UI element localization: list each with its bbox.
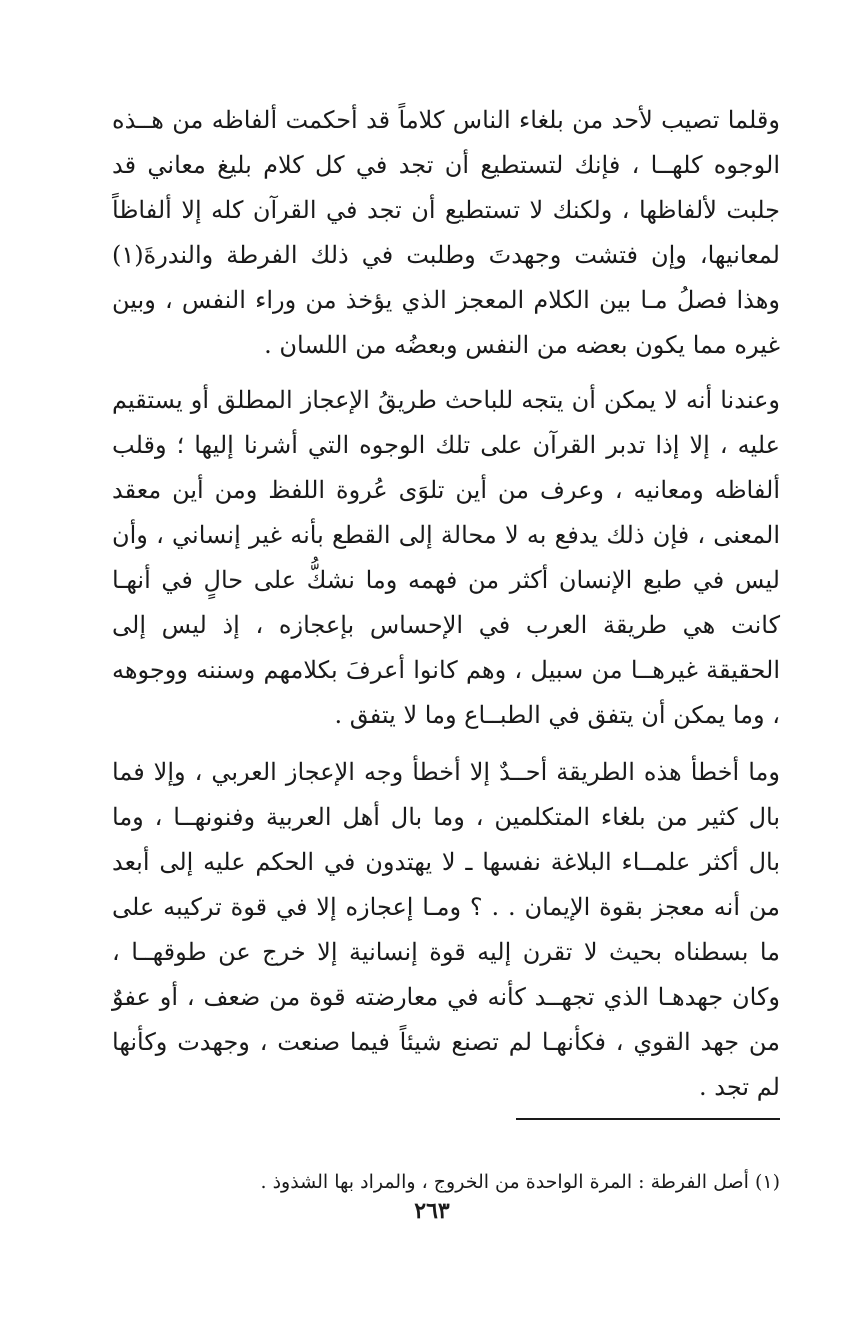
- body-paragraph: وقلما تصيب لأحد من بلغاء الناس كلاماً قد أحكمت ألفاظه من هــذه الوجوه كلهــا ، فإنك لتستطيع أن تجد في كل كلام بليغ معاني قد جلبت لألفاظها ، ولكنك لا تستطيع أن تجد في القرآن كله إلا ألفاظاً لمعانيها، وإن فتشت وجهدتَ وطلبت في ذلك الفرطة والندرةَ(١) وهذا فصلُ مـا بين الكلام المعجز الذي يؤخذ من وراء النفس ، وبين غيره مما يكون بعضه من النفس وبعضُه من اللسان .: [112, 106, 780, 359]
- footnote-divider: [516, 1118, 780, 1120]
- footnote: (١) أصل الفرطة : المرة الواحدة من الخروج ، والمراد بها الشذوذ .: [260, 1171, 780, 1193]
- body-paragraph: وعندنا أنه لا يمكن أن يتجه للباحث طريقُ الإعجاز المطلق أو يستقيم عليه ، إلا إذا تدبر القرآن على تلك الوجوه التي أشرنا إليها ؛ وقلب ألفاظه ومعانيه ، وعرف من أين تلوَى عُروة اللفظ ومن أين معقد المعنى ، فإن ذلك يدفع به لا محالة إلى القطع بأنه غير إنساني ، وأن ليس في طبع الإنسان أكثر من فهمه وما نشكُّ على حالٍ في أنهـا كانت هي طريقة العرب في الإحساس بإعجازه ، إذ ليس إلى الحقيقة غيرهــا من سبيل ، وهم كانوا أعرفَ بكلامهم وسننه ووجوهه ، وما يمكن أن يتفق في الطبــاع وما لا يتفق .: [112, 386, 780, 729]
- body-paragraph: وما أخطأ هذه الطريقة أحــدٌ إلا أخطأ وجه الإعجاز العربي ، وإلا فما بال كثير من بلغاء المتكلمين ، وما بال أهل العربية وفنونهــا ، وما بال أكثر علمــاء البلاغة نفسها ـ لا يهتدون في الحكم عليه إلى أبعد من أنه معجز بقوة الإيمان . . ؟ ومـا إعجازه إلا في قوة تركيبه على ما بسطناه بحيث لا تقرن إليه قوة إنسانية إلا خرج عن طوقهــا ، وكان جهدهـا الذي تجهــد كأنه في معارضته قوة من ضعف ، أو عفوٌ من جهد القوي ، فكأنهـا لم تصنع شيئاً فيما صنعت ، وجهدت وكأنها لم تجد .: [112, 758, 780, 1101]
- page-number: ٢٦٣: [414, 1198, 450, 1224]
